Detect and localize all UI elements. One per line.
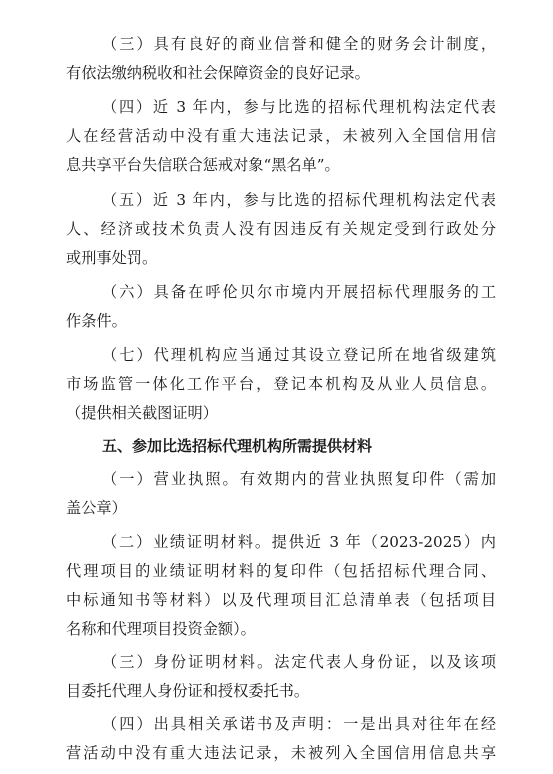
para-4-line-1: （四）近 3 年内，参与比选的招标代理机构法定代表 — [102, 98, 496, 116]
item-2-line-4: 名称和代理项目投资金额）。 — [66, 620, 256, 638]
item-4-line-2: 营活动中没有重大违法记录，未被列入全国信用信息共享 — [66, 744, 496, 762]
para-4-line-2: 人在经营活动中没有重大违法记录，未被列入全国信用信 — [66, 127, 496, 145]
item-2-line-2: 代理项目的业绩证明材料的复印件（包括招标代理合同、 — [66, 562, 496, 580]
item-2-line-1: （二）业绩证明材料。提供近 3 年（2023-2025）内 — [102, 533, 496, 551]
item-3-line-2: 目委托代理人身份证和授权委托书。 — [66, 682, 309, 700]
item-2-line-3: 中标通知书等材料）以及代理项目汇总清单表（包括项目 — [66, 591, 496, 609]
section-heading: 五、参加比选招标代理机构所需提供材料 — [102, 437, 373, 455]
para-5-line-2: 人、经济或技术负责人没有因违反有关规定受到行政处分 — [66, 220, 496, 238]
para-6-line-1: （六）具备在呼伦贝尔市境内开展招标代理服务的工 — [102, 283, 496, 301]
item-1-line-1: （一）营业执照。有效期内的营业执照复印件（需加 — [102, 470, 496, 488]
item-3-line-1: （三）身份证明材料。法定代表人身份证，以及该项 — [102, 653, 496, 671]
para-6-line-2: 作条件。 — [66, 312, 127, 330]
para-5-line-1: （五）近 3 年内，参与比选的招标代理机构法定代表 — [102, 191, 496, 209]
item-1-line-2: 盖公章） — [66, 499, 127, 517]
para-3-line-2: 有依法缴纳税收和社会保障资金的良好记录。 — [66, 64, 370, 82]
para-4-line-3: 息共享平台失信联合惩戒对象“黑名单”。 — [66, 156, 340, 174]
para-7-line-1: （七）代理机构应当通过其设立登记所在地省级建筑 — [102, 346, 496, 364]
para-7-line-2: 市场监管一体化工作平台，登记本机构及从业人员信息。 — [66, 375, 496, 393]
item-4-line-1: （四）出具相关承诺书及声明：一是出具对往年在经 — [102, 715, 496, 733]
para-5-line-3: 或刑事处罚。 — [66, 249, 158, 267]
para-7-line-3: （提供相关截图证明） — [66, 404, 218, 422]
para-3-line-1: （三）具有良好的商业信誉和健全的财务会计制度， — [102, 35, 496, 53]
